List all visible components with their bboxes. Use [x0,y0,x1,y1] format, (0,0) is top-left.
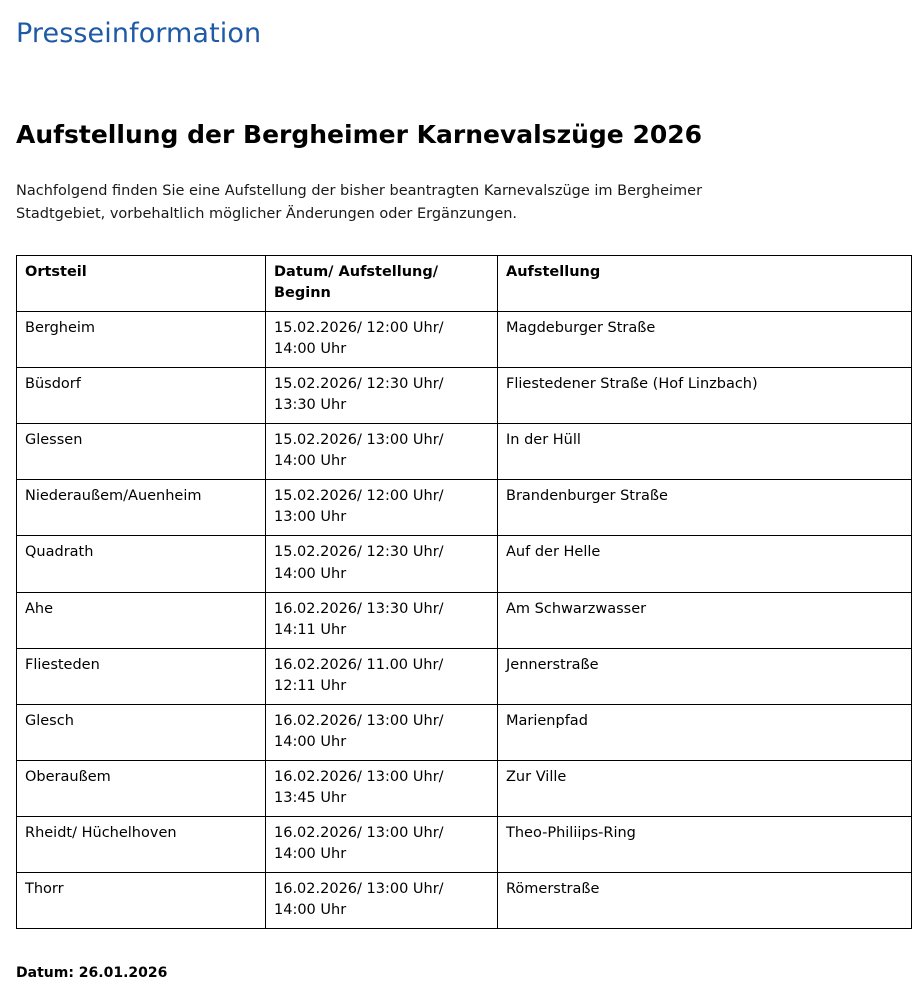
table-row [17,816,912,872]
column-header-datum-line1: Datum/ Aufstellung/ [274,264,439,281]
table-row [17,368,912,424]
column-header-ortsteil: Ortsteil [17,256,266,312]
cell-datum [266,536,498,592]
cell-datum [266,648,498,704]
cell-datum [266,480,498,536]
cell-aufstellung: Zur Ville [498,760,912,816]
cell-aufstellung: Am Schwarzwasser [498,592,912,648]
cell-ortsteil: Büsdorf [17,368,266,424]
cell-datum-line1: 15.02.2026/ 12:00 Uhr/ [274,488,444,505]
table-header [17,256,912,312]
cell-aufstellung: Fliestedener Straße (Hof Linzbach) [498,368,912,424]
cell-aufstellung: Römerstraße [498,872,912,928]
table-row [17,592,912,648]
column-header-datum [266,256,498,312]
table-row [17,648,912,704]
page-title: Aufstellung der Bergheimer Karnevalszüge 2026 [16,120,703,150]
cell-aufstellung: Brandenburger Straße [498,480,912,536]
document-date: Datum: 26.01.2026 [16,964,168,981]
cell-datum [266,816,498,872]
cell-datum-line1: 16.02.2026/ 13:00 Uhr/ [274,712,444,729]
table-row [17,424,912,480]
cell-ortsteil: Rheidt/ Hüchelhoven [17,816,266,872]
table-body [17,312,912,928]
cell-datum [266,424,498,480]
cell-datum-line2: 14:00 Uhr [274,565,347,582]
cell-datum-line1: 15.02.2026/ 12:30 Uhr/ [274,376,444,393]
intro-paragraph: Nachfolgend finden Sie eine Aufstellung der bisher beantragten Karnevalszüge im Bergheimer Stadtgebiet, vorbehaltlich möglicher Änderungen oder Ergänzungen. [16,183,703,222]
cell-datum [266,872,498,928]
column-header-aufstellung: Aufstellung [498,256,912,312]
cell-ortsteil: Oberaußem [17,760,266,816]
cell-ortsteil: Glessen [17,424,266,480]
cell-aufstellung: Auf der Helle [498,536,912,592]
cell-aufstellung: Jennerstraße [498,648,912,704]
cell-datum-line2: 14:00 Uhr [274,453,347,470]
cell-datum-line2: 14:11 Uhr [274,621,347,638]
cell-ortsteil: Bergheim [17,312,266,368]
cell-datum [266,368,498,424]
cell-datum [266,760,498,816]
cell-datum-line1: 16.02.2026/ 13:00 Uhr/ [274,880,444,897]
table-row [17,312,912,368]
table-row [17,480,912,536]
cell-datum [266,312,498,368]
cell-datum-line1: 15.02.2026/ 13:00 Uhr/ [274,432,444,449]
cell-datum-line2: 14:00 Uhr [274,901,347,918]
cell-datum [266,592,498,648]
cell-ortsteil: Thorr [17,872,266,928]
table-header-row [17,256,912,312]
parade-schedule-table [16,255,912,928]
table-row [17,760,912,816]
cell-datum-line1: 16.02.2026/ 13:00 Uhr/ [274,768,444,785]
table-row [17,536,912,592]
cell-ortsteil: Glesch [17,704,266,760]
cell-aufstellung: Marienpfad [498,704,912,760]
cell-datum-line1: 15.02.2026/ 12:30 Uhr/ [274,544,444,561]
cell-ortsteil: Niederaußem/Auenheim [17,480,266,536]
cell-ortsteil: Ahe [17,592,266,648]
table-row [17,704,912,760]
cell-datum-line1: 15.02.2026/ 12:00 Uhr/ [274,320,444,337]
cell-ortsteil: Fliesteden [17,648,266,704]
column-header-datum-line2: Beginn [274,285,331,302]
cell-datum-line2: 12:11 Uhr [274,677,347,694]
cell-datum-line2: 13:30 Uhr [274,397,347,414]
cell-datum-line1: 16.02.2026/ 13:30 Uhr/ [274,600,444,617]
cell-datum-line2: 14:00 Uhr [274,733,347,750]
cell-ortsteil: Quadrath [17,536,266,592]
press-release-kicker: Presseinformation [16,18,262,49]
cell-aufstellung: In der Hüll [498,424,912,480]
cell-datum-line1: 16.02.2026/ 11.00 Uhr/ [274,656,444,673]
cell-datum-line1: 16.02.2026/ 13:00 Uhr/ [274,824,444,841]
cell-aufstellung: Theo-Philiips-Ring [498,816,912,872]
cell-datum-line2: 13:45 Uhr [274,789,347,806]
table-row [17,872,912,928]
cell-datum-line2: 13:00 Uhr [274,509,347,526]
cell-datum-line2: 14:00 Uhr [274,341,347,358]
cell-aufstellung: Magdeburger Straße [498,312,912,368]
cell-datum-line2: 14:00 Uhr [274,845,347,862]
cell-datum [266,704,498,760]
